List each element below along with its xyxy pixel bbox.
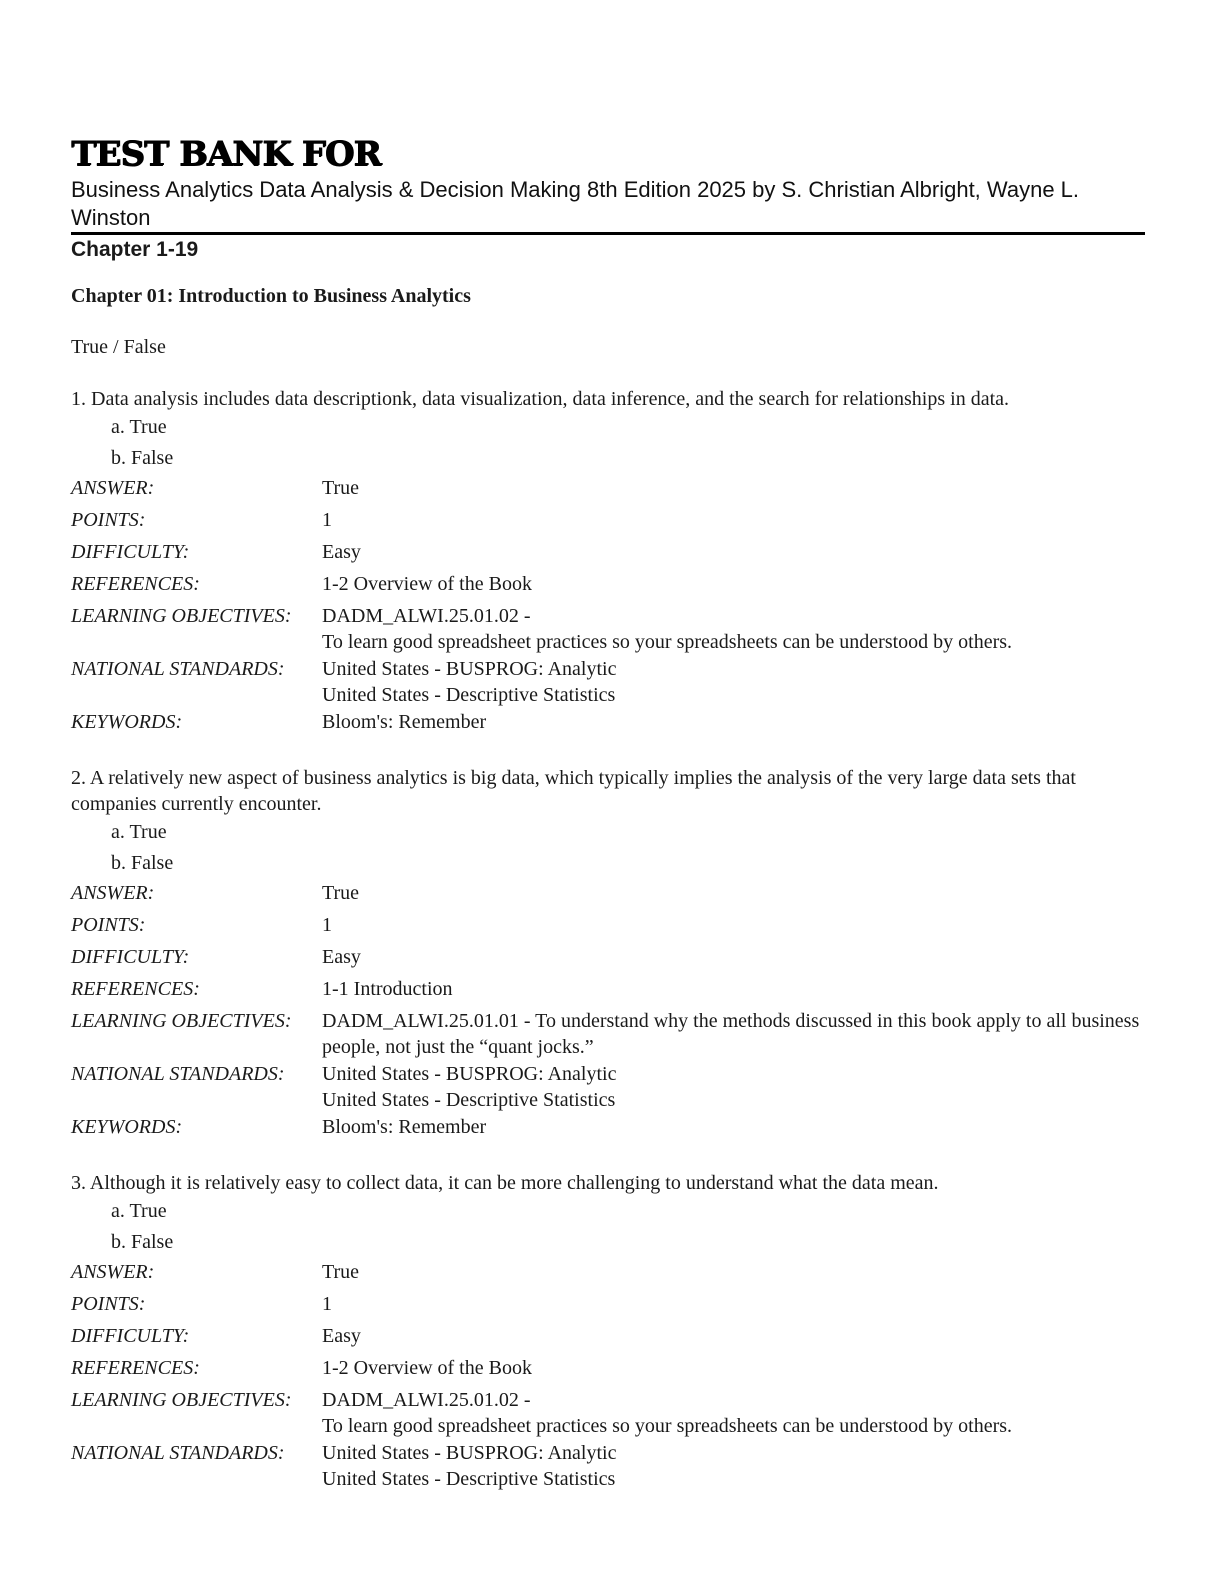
question-metadata	[71, 1258, 1145, 1492]
points-value: 1	[322, 914, 332, 936]
national-standards-value	[322, 1060, 1145, 1113]
national-standards-label: NATIONAL STANDARDS:	[71, 658, 285, 680]
question-block	[71, 1170, 1145, 1492]
learning-objective-line: DADM_ALWI.25.01.01 - To understand why the methods discussed in this book apply to all business people, not just the “quant jocks.”	[322, 1010, 1140, 1058]
learning-objectives-value	[322, 602, 1145, 655]
national-standard-line: United States - BUSPROG: Analytic	[322, 1442, 617, 1464]
references-value: 1-1 Introduction	[322, 978, 453, 1000]
references-label: REFERENCES:	[71, 978, 200, 1000]
chapter-heading: Chapter 01: Introduction to Business Analytics	[71, 285, 471, 307]
question-block	[71, 386, 1145, 740]
option-b: b. False	[111, 1231, 174, 1253]
points-label: POINTS:	[71, 509, 146, 531]
learning-objective-line: DADM_ALWI.25.01.02 -	[322, 1389, 531, 1411]
national-standard-line: United States - BUSPROG: Analytic	[322, 658, 617, 680]
option-a: a. True	[111, 416, 167, 438]
references-value: 1-2 Overview of the Book	[322, 573, 532, 595]
answer-value: True	[322, 1261, 360, 1283]
answer-value: True	[322, 477, 360, 499]
question-stem: 1. Data analysis includes data descriptionk, data visualization, data inference, and the search for relationships in data.	[71, 388, 1009, 410]
question-stem: 2. A relatively new aspect of business analytics is big data, which typically implies the analysis of the very large data sets that companies currently encounter.	[71, 767, 1076, 815]
keywords-label: KEYWORDS:	[71, 1116, 183, 1138]
answer-label: ANSWER:	[71, 1261, 155, 1283]
answer-value: True	[322, 882, 360, 904]
national-standards-label: NATIONAL STANDARDS:	[71, 1442, 285, 1464]
national-standards-value	[322, 1439, 1145, 1492]
difficulty-label: DIFFICULTY:	[71, 946, 190, 968]
question-stem: 3. Although it is relatively easy to collect data, it can be more challenging to understand what the data mean.	[71, 1172, 939, 1194]
national-standard-line: United States - Descriptive Statistics	[322, 1468, 616, 1490]
option-b: b. False	[111, 447, 174, 469]
difficulty-value: Easy	[322, 541, 361, 563]
answer-label: ANSWER:	[71, 882, 155, 904]
header-rule	[71, 232, 1145, 235]
points-value: 1	[322, 1293, 332, 1315]
keywords-label: KEYWORDS:	[71, 711, 183, 733]
difficulty-label: DIFFICULTY:	[71, 1325, 190, 1347]
learning-objectives-value	[322, 1386, 1145, 1439]
test-bank-banner: TEST BANK FOR	[71, 134, 381, 174]
learning-objective-line: To learn good spreadsheet practices so your spreadsheets can be understood by others.	[322, 631, 1013, 653]
learning-objectives-value	[322, 1007, 1145, 1060]
references-value: 1-2 Overview of the Book	[322, 1357, 532, 1379]
section-label: True / False	[71, 336, 166, 358]
chapter-range: Chapter 1-19	[71, 238, 199, 261]
learning-objectives-label: LEARNING OBJECTIVES:	[71, 605, 292, 627]
question-metadata	[71, 879, 1145, 1145]
points-value: 1	[322, 509, 332, 531]
learning-objective-line: To learn good spreadsheet practices so your spreadsheets can be understood by others.	[322, 1415, 1013, 1437]
difficulty-label: DIFFICULTY:	[71, 541, 190, 563]
book-title: Business Analytics Data Analysis & Decision Making 8th Edition 2025 by S. Christian Albright, Wayne L. Winston	[71, 177, 1080, 230]
national-standards-label: NATIONAL STANDARDS:	[71, 1063, 285, 1085]
references-label: REFERENCES:	[71, 573, 200, 595]
option-a: a. True	[111, 821, 167, 843]
learning-objectives-label: LEARNING OBJECTIVES:	[71, 1010, 292, 1032]
answer-label: ANSWER:	[71, 477, 155, 499]
keywords-value: Bloom's: Remember	[322, 711, 487, 733]
points-label: POINTS:	[71, 914, 146, 936]
learning-objective-line: DADM_ALWI.25.01.02 -	[322, 605, 531, 627]
question-block	[71, 765, 1145, 1145]
national-standard-line: United States - Descriptive Statistics	[322, 684, 616, 706]
national-standard-line: United States - BUSPROG: Analytic	[322, 1063, 617, 1085]
difficulty-value: Easy	[322, 946, 361, 968]
national-standards-value	[322, 655, 1145, 708]
question-metadata	[71, 474, 1145, 740]
points-label: POINTS:	[71, 1293, 146, 1315]
option-b: b. False	[111, 852, 174, 874]
national-standard-line: United States - Descriptive Statistics	[322, 1089, 616, 1111]
keywords-value: Bloom's: Remember	[322, 1116, 487, 1138]
option-a: a. True	[111, 1200, 167, 1222]
references-label: REFERENCES:	[71, 1357, 200, 1379]
learning-objectives-label: LEARNING OBJECTIVES:	[71, 1389, 292, 1411]
difficulty-value: Easy	[322, 1325, 361, 1347]
